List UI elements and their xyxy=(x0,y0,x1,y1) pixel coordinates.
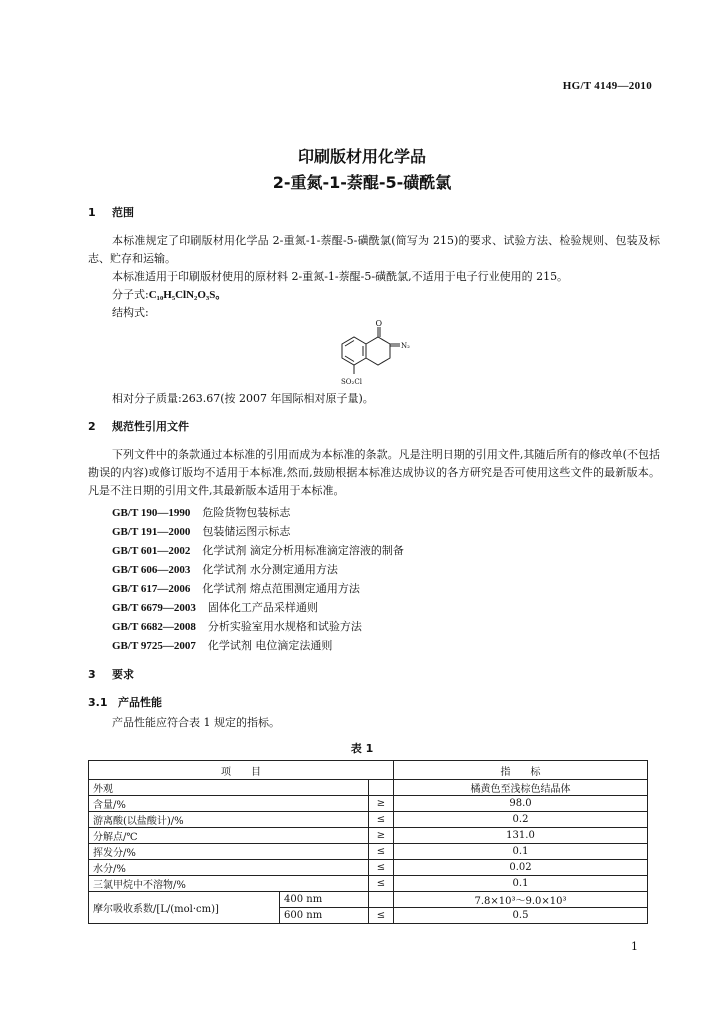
operator-cell: ≥ xyxy=(369,796,394,812)
section-title: 要求 xyxy=(112,668,134,681)
table-row xyxy=(89,860,648,876)
reference-code: GB/T 6679—2003 xyxy=(112,602,196,614)
value-cell: 0.5 xyxy=(394,908,648,924)
reference-name: 化学试剂 电位滴定法通则 xyxy=(207,639,333,652)
reference-code: GB/T 617—2006 xyxy=(112,583,191,595)
reference-item xyxy=(112,580,360,596)
formula-label: 分子式: xyxy=(112,288,149,301)
subsection-number: 3.1 xyxy=(88,696,108,709)
subsection-title: 产品性能 xyxy=(118,696,162,709)
value-cell: 0.1 xyxy=(394,876,648,892)
reference-item xyxy=(112,542,404,558)
molecular-formula xyxy=(112,286,226,302)
reference-item xyxy=(112,523,290,539)
value-cell: 98.0 xyxy=(394,796,648,812)
left-ring xyxy=(342,337,366,365)
wavelength-cell: 400 nm xyxy=(280,892,369,908)
reference-code: GB/T 6682—2008 xyxy=(112,621,196,633)
section-1-heading xyxy=(88,204,134,220)
reference-name: 包装储运图示标志 xyxy=(202,525,291,538)
structure-label: 结构式: xyxy=(112,306,149,319)
header-item-cell: 项 目 xyxy=(89,761,394,780)
value-cell: 橘黄色至浅棕色结晶体 xyxy=(394,780,648,796)
spec-table xyxy=(88,760,648,924)
reference-item xyxy=(112,637,332,653)
reference-code: GB/T 191—2000 xyxy=(112,526,191,538)
molar-absorption-item-cell: 摩尔吸收系数/[L/(mol·cm)] xyxy=(89,892,280,924)
scope-paragraph-2: 本标准适用于印刷版材使用的原材料 2-重氮-1-萘醌-5-磺酰氯,不适用于电子行业使用的 215。 xyxy=(112,270,569,283)
table-row xyxy=(89,796,648,812)
reference-code: GB/T 9725—2007 xyxy=(112,640,196,652)
reference-name: 化学试剂 滴定分析用标准滴定溶液的制备 xyxy=(202,544,404,557)
section-3-heading xyxy=(88,666,134,682)
section-title: 范围 xyxy=(112,206,134,219)
reference-item xyxy=(112,561,338,577)
reference-item xyxy=(112,504,290,520)
section-number: 3 xyxy=(88,668,96,681)
item-cell: 水分/% xyxy=(89,860,369,876)
standard-code: HG/T 4149—2010 xyxy=(562,80,652,92)
table-caption: 表 1 xyxy=(350,742,374,755)
operator-cell xyxy=(369,780,394,796)
value-cell: 0.1 xyxy=(394,844,648,860)
table-row xyxy=(89,828,648,844)
table-row xyxy=(89,892,648,908)
reference-name: 化学试剂 熔点范围测定通用方法 xyxy=(202,582,360,595)
table-row xyxy=(89,876,648,892)
reference-name: 化学试剂 水分测定通用方法 xyxy=(202,563,338,576)
reference-name: 分析实验室用水规格和试验方法 xyxy=(207,620,362,633)
oxygen-label: O xyxy=(375,319,383,328)
reference-name: 固体化工产品采样通则 xyxy=(207,601,318,614)
title-line-1: 印刷版材用化学品 xyxy=(297,147,426,166)
header-value-cell: 指 标 xyxy=(394,761,648,780)
value-cell: 131.0 xyxy=(394,828,648,844)
operator-cell xyxy=(369,892,394,908)
value-cell: 0.2 xyxy=(394,812,648,828)
formula-value: C₁₀H₅ClN₂O₃S。 xyxy=(148,289,227,301)
sulfonyl-chloride-label: SO₂Cl xyxy=(341,378,362,386)
operator-cell: ≤ xyxy=(369,860,394,876)
item-cell: 游离酸(以盐酸计)/% xyxy=(89,812,369,828)
table-row xyxy=(89,780,648,796)
wavelength-cell: 600 nm xyxy=(280,908,369,924)
reference-code: GB/T 190—1990 xyxy=(112,507,191,519)
value-cell: 0.02 xyxy=(394,860,648,876)
reference-item xyxy=(112,618,362,634)
operator-cell: ≤ xyxy=(369,908,394,924)
table-row xyxy=(89,844,648,860)
performance-paragraph: 产品性能应符合表 1 规定的指标。 xyxy=(112,716,280,729)
subsection-3-1-heading xyxy=(88,694,162,710)
item-cell: 分解点/℃ xyxy=(89,828,369,844)
operator-cell: ≤ xyxy=(369,844,394,860)
operator-cell: ≥ xyxy=(369,828,394,844)
section-number: 2 xyxy=(88,420,96,433)
table-row xyxy=(89,812,648,828)
value-cell: 7.8×10³～9.0×10³ xyxy=(394,892,648,908)
item-cell: 挥发分/% xyxy=(89,844,369,860)
reference-code: GB/T 606—2003 xyxy=(112,564,191,576)
right-ring xyxy=(366,337,390,365)
section-number: 1 xyxy=(88,206,96,219)
item-cell: 三氯甲烷中不溶物/% xyxy=(89,876,369,892)
table-header-row xyxy=(89,761,648,780)
reference-name: 危险货物包装标志 xyxy=(202,506,291,519)
relative-molecular-mass: 相对分子质量:263.67(按 2007 年国际相对原子量)。 xyxy=(112,392,374,405)
operator-cell: ≤ xyxy=(369,876,394,892)
reference-code: GB/T 601—2002 xyxy=(112,545,191,557)
normative-references-paragraph: 下列文件中的条款通过本标准的引用而成为本标准的条款。凡是注明日期的引用文件,其随后所有的修改单(不包括勘误的内容)或修订版均不适用于本标准,然而,鼓励根据本标准达成协议的各方研究是否可使用这些文件的最新版本。凡是不注日期的引用文件,其最新版本适用于本标准。 xyxy=(88,448,660,497)
operator-cell: ≤ xyxy=(369,812,394,828)
scope-paragraph-1: 本标准规定了印刷版材用化学品 2-重氮-1-萘醌-5-磺酰氯(简写为 215)的要求、试验方法、检验规则、包装及标志、贮存和运输。 xyxy=(88,234,660,265)
reference-item xyxy=(112,599,318,615)
diazo-label: N₂ xyxy=(401,342,410,350)
item-cell: 外观 xyxy=(89,780,369,796)
section-2-heading xyxy=(88,418,189,434)
section-title: 规范性引用文件 xyxy=(112,420,189,433)
structural-formula-diagram xyxy=(330,318,420,390)
page-number: 1 xyxy=(631,940,638,953)
title-line-2: 2-重氮-1-萘醌-5-磺酰氯 xyxy=(272,173,452,192)
item-cell: 含量/% xyxy=(89,796,369,812)
